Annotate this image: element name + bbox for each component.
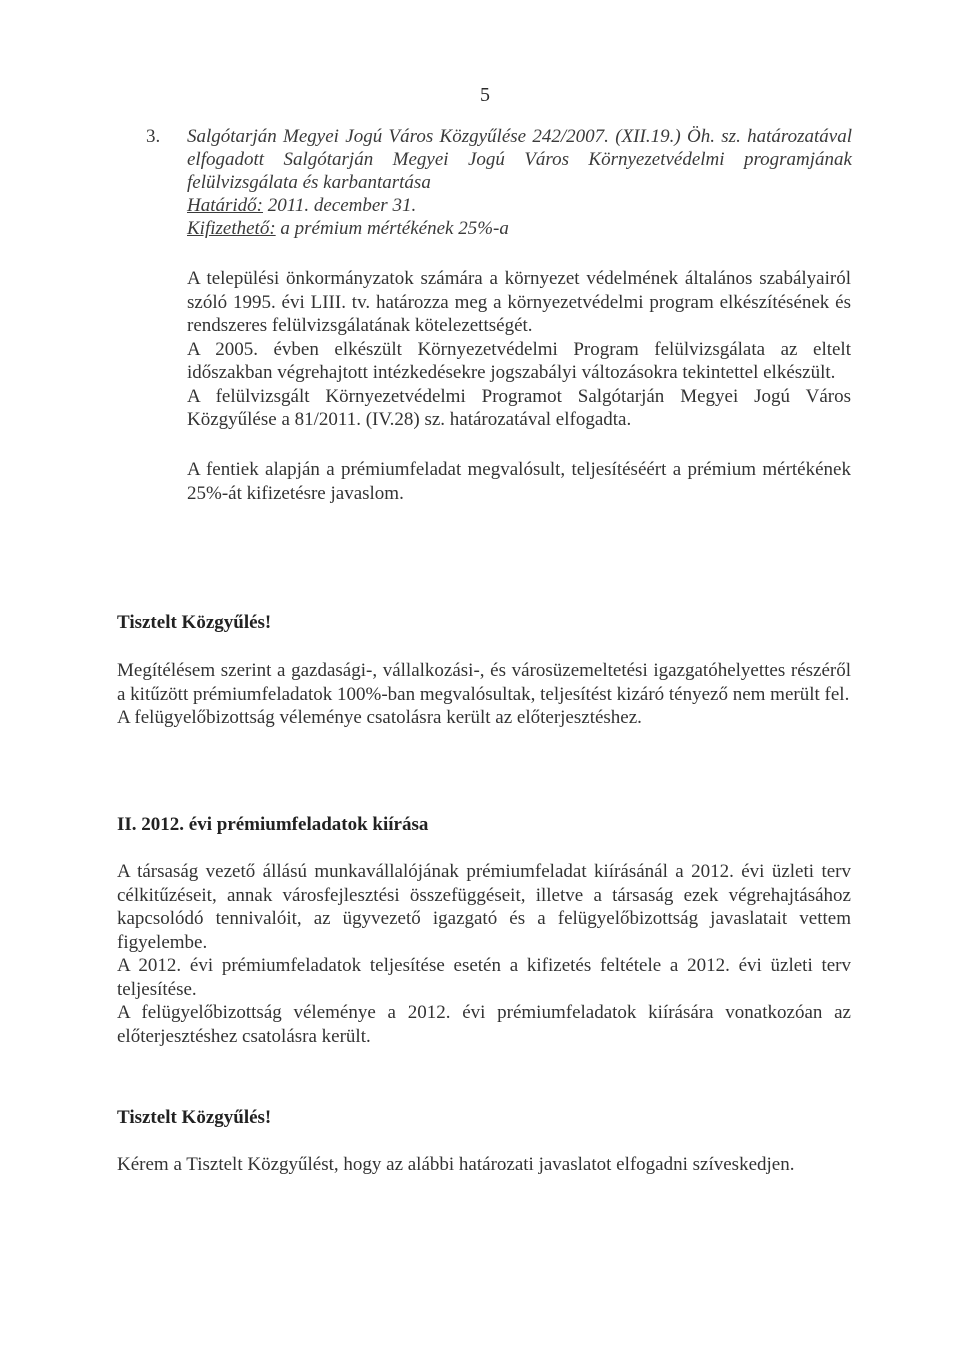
item-3-block bbox=[146, 125, 852, 240]
paragraph-supervisory-2012: A felügyelőbizottság véleménye a 2012. évi prémiumfeladatok kiírására vonatkozóan az előterjesztéshez csatolásra került. bbox=[117, 1002, 851, 1047]
paragraph-legal-basis: A települési önkormányzatok számára a környezet védelmének általános szabályairól szóló 1995. évi LIII. tv. határozza meg a környezetvédelmi program elkészítésének és rendszeres felülvizsgálatának kötelezettségét. bbox=[187, 268, 851, 336]
paragraph-program-review: A 2005. évben elkészült Környezetvédelmi Program felülvizsgálata az eltelt időszakban végrehajtott intézkedésekre jogszabályi változásokra tekintettel elkészült. bbox=[187, 338, 851, 383]
page-number: 5 bbox=[480, 84, 490, 106]
item-number: 3. bbox=[146, 126, 161, 147]
deadline-label: Határidő: bbox=[187, 195, 263, 216]
payable-line bbox=[187, 217, 852, 240]
salutation-1: Tisztelt Közgyűlés! bbox=[117, 612, 272, 633]
paragraph-assessment: Megítélésem szerint a gazdasági-, vállalkozási-, és városüzemeltetési igazgatóhelyettes részéről a kitűzött prémiumfeladatok 100%-ban megvalósultak, teljesítést kizáró tényező nem merült fel. bbox=[117, 660, 851, 705]
paragraph-program-adopted: A felülvizsgált Környezetvédelmi Programot Salgótarján Megyei Jogú Város Közgyűlése a 81/2011. (IV.28) sz. határozatával elfogadta. bbox=[187, 385, 851, 430]
paragraph-supervisory-opinion: A felügyelőbizottság véleménye csatolásra került az előterjesztéshez. bbox=[117, 707, 642, 728]
section-2-heading: II. 2012. évi prémiumfeladatok kiírása bbox=[117, 814, 429, 835]
paragraph-payment-condition: A 2012. évi prémiumfeladatok teljesítése esetén a kifizetés feltétele a 2012. évi üzleti terv teljesítése. bbox=[117, 955, 851, 1000]
paragraph-premium-proposal: A fentiek alapján a prémiumfeladat megvalósult, teljesítéséért a prémium mértékének 25%-át kifizetésre javaslom. bbox=[187, 459, 851, 504]
payable-label: Kifizethető: bbox=[187, 218, 276, 239]
salutation-2: Tisztelt Közgyűlés! bbox=[117, 1107, 272, 1128]
payable-value: a prémium mértékének 25%-a bbox=[275, 218, 509, 239]
deadline-value: 2011. december 31. bbox=[263, 195, 417, 216]
section-2-body bbox=[117, 860, 851, 1048]
deadline-line bbox=[187, 194, 852, 217]
paragraph-premium-tasks: A társaság vezető állású munkavállalójának prémiumfeladat kiírásánál a 2012. évi üzleti terv célkitűzéseit, annak városfejlesztési összefüggéseit, illetve a társaság ezek végrehajtásához kapcsolódó tennivalóit, az ügyvezető igazgató és a felügyelőbizottság javaslatait vettem figyelembe. bbox=[117, 861, 851, 953]
item-3-body bbox=[187, 267, 851, 432]
section-1-body bbox=[117, 659, 851, 730]
paragraph-request: Kérem a Tisztelt Közgyűlést, hogy az alábbi határozati javaslatot elfogadni szíveskedjen. bbox=[117, 1154, 795, 1175]
item-title: Salgótarján Megyei Jogú Város Közgyűlése 242/2007. (XII.19.) Öh. sz. határozatával elfogadott Salgótarján Megyei Jogú Város Környezetvédelmi programjának felülvizsgálata és karbantartása bbox=[187, 126, 852, 193]
